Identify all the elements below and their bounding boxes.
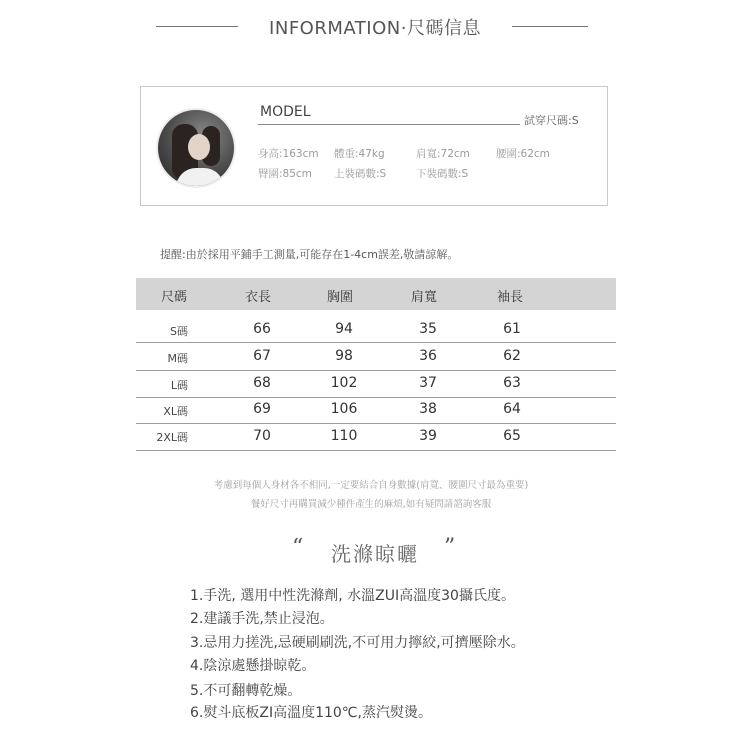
model-top-size: 上裝碼數:S xyxy=(334,168,387,180)
table-row-divider xyxy=(136,397,616,398)
table-cell: 70 xyxy=(253,428,271,444)
column-header-size: 尺碼 xyxy=(160,290,188,305)
table-cell: 39 xyxy=(419,428,437,444)
model-height: 身高:163cm xyxy=(258,148,319,160)
open-quote-mark: “ xyxy=(292,535,304,560)
table-cell: 106 xyxy=(330,401,358,417)
model-shoulder: 肩寬:72cm xyxy=(416,148,470,160)
size-table-header xyxy=(136,278,616,310)
column-header-sleeve: 袖長 xyxy=(496,290,524,305)
washing-item: 4.陰涼處懸掛晾乾。 xyxy=(190,658,316,674)
size-tip-line-2: 餐好尺寸再購買減少種件產生的麻煩,如有疑問請諮詢客服 xyxy=(250,499,492,510)
table-cell: 102 xyxy=(330,375,358,391)
table-cell: 67 xyxy=(253,348,271,364)
table-row-size: L碼 xyxy=(170,379,188,392)
model-avatar xyxy=(156,108,236,188)
table-cell: 35 xyxy=(419,321,437,337)
table-cell: 61 xyxy=(503,321,521,337)
table-row-size: S碼 xyxy=(170,325,188,338)
page-title: INFORMATION·尺碼信息 xyxy=(269,18,481,39)
column-header-shoulder: 肩寬 xyxy=(410,290,438,305)
column-header-length: 衣長 xyxy=(244,290,272,305)
table-cell: 63 xyxy=(503,375,521,391)
table-cell: 68 xyxy=(253,375,271,391)
measurement-note: 提醒:由於採用平鋪手工測量,可能存在1-4cm誤差,敬請諒解。 xyxy=(160,248,459,261)
washing-item: 3.忌用力搓洗,忌硬刷刷洗,不可用力擰絞,可擠壓除水。 xyxy=(190,635,525,651)
model-bottom-size: 下裝碼數:S xyxy=(416,168,469,180)
washing-item: 2.建議手洗,禁止浸泡。 xyxy=(190,611,334,627)
model-underline xyxy=(258,124,520,125)
table-row-size: XL碼 xyxy=(163,405,188,418)
table-cell: 37 xyxy=(419,375,437,391)
washing-item: 1.手洗, 選用中性洗滌劑, 水溫ZUI高溫度30攝氏度。 xyxy=(190,588,515,604)
table-row-divider xyxy=(136,370,616,371)
header-divider-left xyxy=(156,26,238,27)
washing-item: 5.不可翻轉乾燥。 xyxy=(190,683,302,699)
model-waist: 腰圍:62cm xyxy=(496,148,550,160)
model-label: MODEL xyxy=(260,104,311,120)
washing-item: 6.熨斗底板ZI高溫度110℃,蒸汽熨燙。 xyxy=(190,705,432,721)
table-cell: 38 xyxy=(419,401,437,417)
table-cell: 69 xyxy=(253,401,271,417)
table-row-divider xyxy=(136,342,616,343)
size-tip-line-1: 考慮到每個人身材各不相同,一定要結合自身數據(肩寬、腰圍尺寸最為重要) xyxy=(213,480,529,491)
table-cell: 66 xyxy=(253,321,271,337)
washing-title: 洗滌晾曬 xyxy=(331,542,419,566)
table-cell: 94 xyxy=(335,321,353,337)
model-hip: 臀圍:85cm xyxy=(258,168,312,180)
table-row-size: 2XL碼 xyxy=(156,431,188,444)
table-row-divider xyxy=(136,423,616,424)
header-divider-right xyxy=(512,26,588,27)
model-size-tried: 試穿尺碼:S xyxy=(524,114,579,127)
model-weight: 體重:47kg xyxy=(334,148,385,160)
close-quote-mark: ” xyxy=(444,535,456,560)
table-cell: 62 xyxy=(503,348,521,364)
table-cell: 98 xyxy=(335,348,353,364)
table-cell: 36 xyxy=(419,348,437,364)
table-row-divider xyxy=(136,450,616,451)
table-cell: 64 xyxy=(503,401,521,417)
column-header-chest: 胸圍 xyxy=(326,290,354,305)
table-row-size: M碼 xyxy=(167,352,188,365)
table-cell: 65 xyxy=(503,428,521,444)
table-cell: 110 xyxy=(330,428,358,444)
